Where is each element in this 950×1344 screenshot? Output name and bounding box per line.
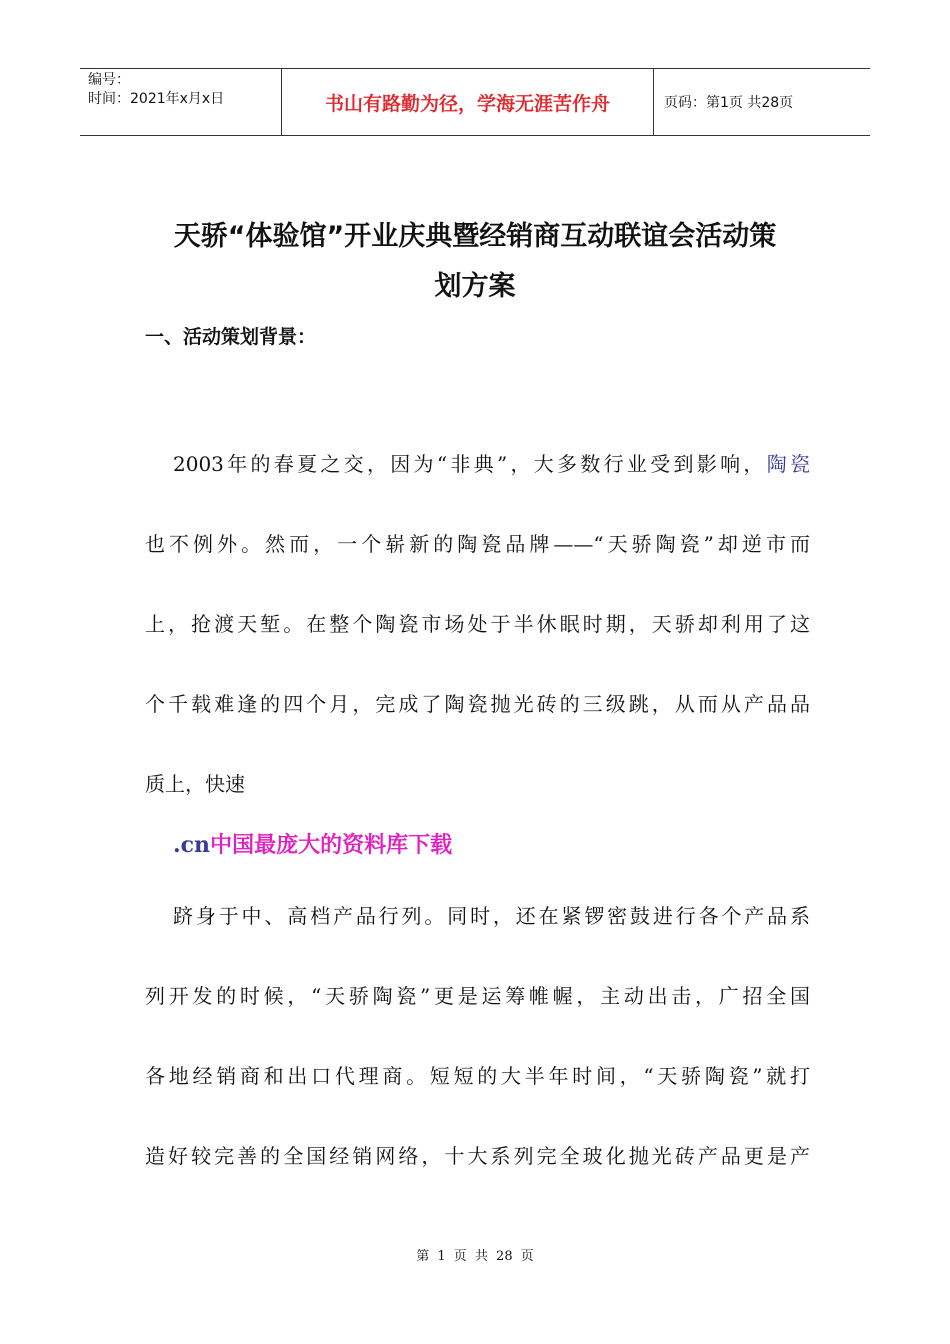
- ad-link[interactable]: [173, 828, 452, 859]
- paragraph-2-line4: 造好较完善的全国经销网络，十大系列完全玻化抛光砖产品更是产: [145, 1144, 810, 1168]
- paragraph-1-line2: 也不例外。然而，一个崭新的陶瓷品牌——“天骄陶瓷”却逆市而: [145, 532, 810, 556]
- ad-domain: .cn: [173, 832, 211, 858]
- header-meta: [80, 69, 282, 135]
- paragraph-1-line5: 质上，快速: [145, 772, 245, 796]
- header-date-label: 时间：2021年x月x日: [88, 91, 225, 107]
- paragraph-2-line2: 列开发的时候，“天骄陶瓷”更是运筹帷幄，主动出击，广招全国: [145, 984, 810, 1008]
- document-title-line1: 天骄“体验馆”开业庆典暨经销商互动联谊会活动策: [173, 221, 777, 252]
- paragraph-1-line1: [145, 424, 810, 504]
- paragraph-1-line4: 个千载难逢的四个月，完成了陶瓷抛光砖的三级跳，从而从产品品: [145, 692, 810, 716]
- ceramics-link[interactable]: 陶瓷: [766, 452, 810, 476]
- header-number-label: 编号：: [88, 72, 130, 88]
- paragraph-2-line1: 跻身于中、高档产品行列。同时，还在紧锣密鼓进行各个产品系: [173, 904, 810, 928]
- paragraph-2-line3: 各地经销商和出口代理商。短短的大半年时间，“天骄陶瓷”就打: [145, 1064, 810, 1088]
- document-title: [120, 212, 830, 312]
- ad-text: 中国最庞大的资料库下载: [210, 833, 453, 858]
- paragraph-1-line1-text: 2003年的春夏之交，因为“非典”，大多数行业受到影响，: [173, 452, 767, 476]
- paragraph-2: [145, 876, 810, 1196]
- header-page-info: 页码：第1页 共28页: [664, 95, 794, 111]
- header-motto: 书山有路勤为径，学海无涯苦作舟: [282, 69, 654, 135]
- page-footer: 第 1 页 共 28 页: [416, 1249, 534, 1264]
- paragraph-1: [145, 424, 810, 824]
- document-title-line2: 划方案: [434, 271, 516, 302]
- document-header: [80, 68, 870, 136]
- paragraph-1-line3: 上，抢渡天堑。在整个陶瓷市场处于半休眠时期，天骄却利用了这: [145, 612, 810, 636]
- section-heading-background: 一、活动策划背景：: [145, 326, 317, 348]
